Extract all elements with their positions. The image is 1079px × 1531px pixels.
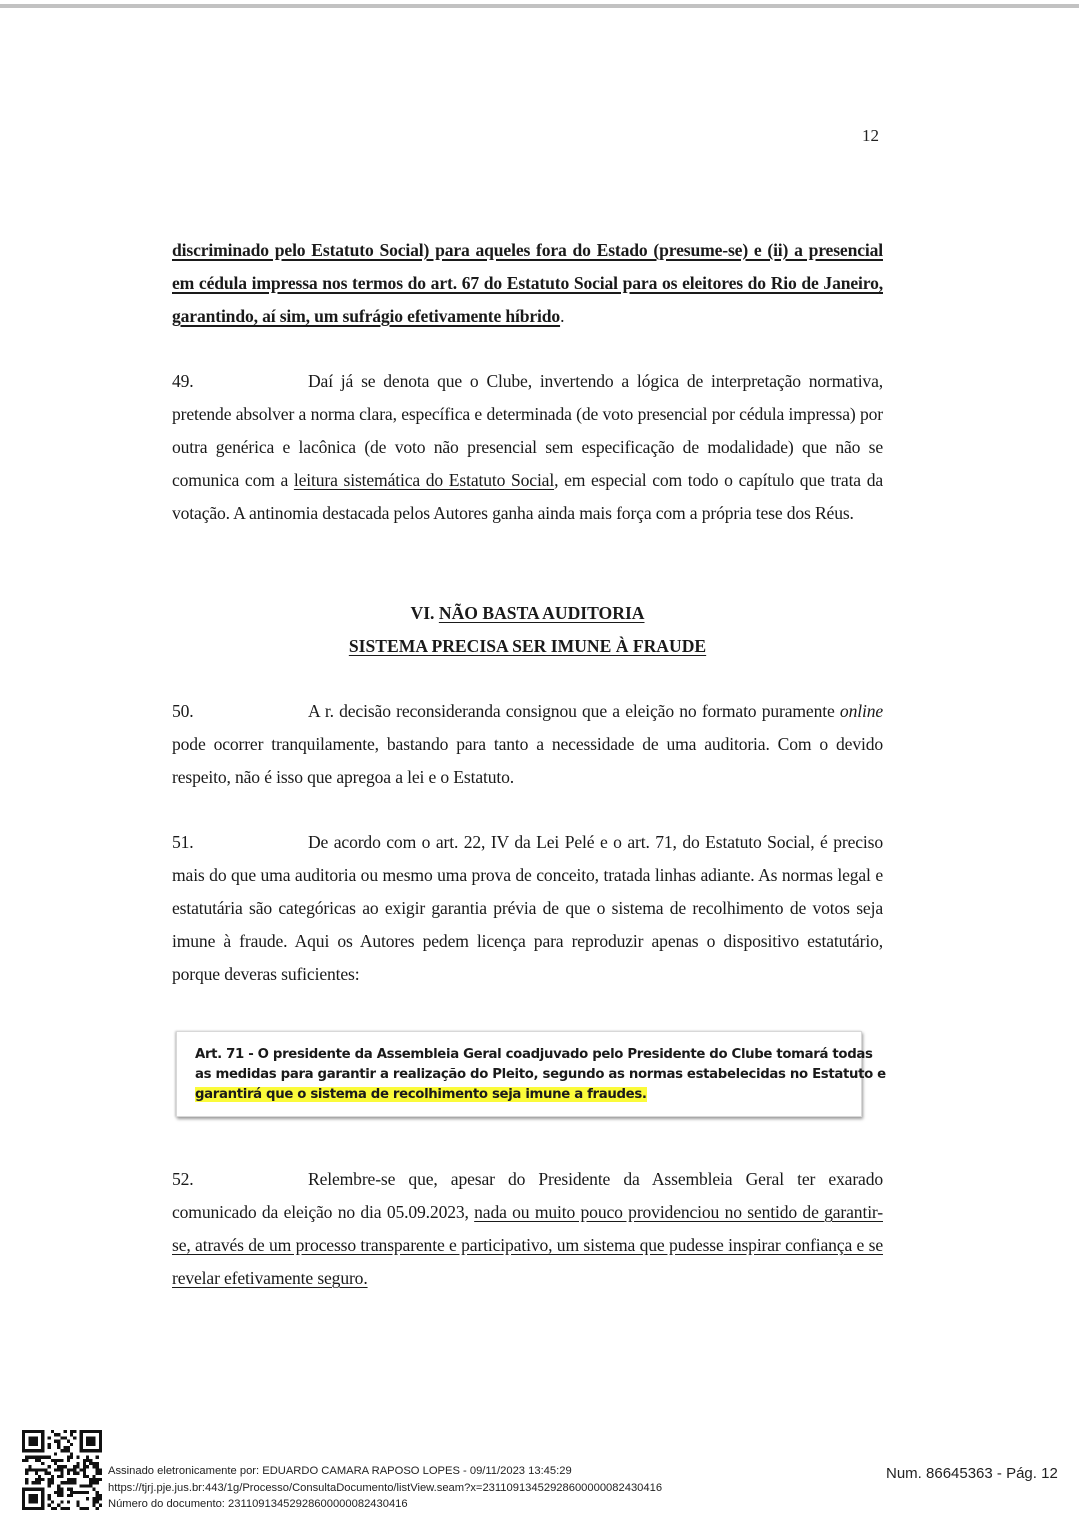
qr-module	[83, 1465, 86, 1468]
top-divider	[0, 4, 1079, 8]
qr-module	[83, 1468, 86, 1471]
qr-module	[60, 1491, 63, 1494]
qr-module	[60, 1507, 63, 1510]
qr-module	[67, 1449, 70, 1452]
qr-module	[70, 1452, 73, 1455]
qr-module	[67, 1478, 70, 1481]
paragraph-text: Relembre-se que, apesar do Presidente da Assembleia Geral ter exarado comunicado da eleição no dia 05.09.2023,	[172, 1169, 883, 1222]
qr-module	[54, 1440, 57, 1443]
qr-module	[48, 1472, 51, 1475]
paragraph-number: 49.	[172, 371, 194, 391]
qr-module	[67, 1456, 70, 1459]
qr-module	[57, 1484, 60, 1487]
qr-module	[54, 1452, 57, 1455]
section-heading	[172, 597, 883, 663]
qr-module	[73, 1472, 76, 1475]
qr-module	[35, 1478, 38, 1481]
qr-module	[96, 1468, 99, 1471]
qr-module	[89, 1484, 92, 1487]
qr-module	[28, 1468, 31, 1471]
qr-module	[57, 1440, 60, 1443]
qr-module	[70, 1491, 73, 1494]
qr-module	[89, 1481, 92, 1484]
qr-module	[48, 1446, 51, 1449]
qr-module	[86, 1507, 89, 1510]
qr-module	[76, 1500, 79, 1503]
qr-module	[73, 1436, 76, 1439]
qr-module	[92, 1465, 95, 1468]
qr-module	[57, 1433, 60, 1436]
qr-module	[96, 1497, 99, 1500]
qr-module	[70, 1481, 73, 1484]
document-url[interactable]: https://tjrj.pje.jus.br:443/1g/Processo/ConsultaDocumento/listView.seam?x=23110913452928600000082430416	[108, 1481, 663, 1494]
qr-module	[80, 1468, 83, 1471]
qr-module	[57, 1446, 60, 1449]
qr-module	[48, 1481, 51, 1484]
qr-module	[51, 1475, 54, 1478]
qr-module	[60, 1475, 63, 1478]
qr-module	[54, 1507, 57, 1510]
qr-module	[60, 1500, 63, 1503]
qr-module	[35, 1459, 38, 1462]
qr-module	[96, 1481, 99, 1484]
qr-module	[57, 1494, 60, 1497]
quote-line-1: Art. 71 - O presidente da Assembleia Geral coadjuvado pelo Presidente do Clube tomará todas	[195, 1047, 873, 1062]
qr-module	[67, 1459, 70, 1462]
paragraph-text: De acordo com o art. 22, IV da Lei Pelé e o art. 71, do Estatuto Social, é preciso mais do que uma auditoria ou mesmo uma prova de conceito, tratada linhas adiante. As normas legal e estatutária são categóricas ao exigir garantia prévia de que o sistema de recolhimento de votos seja imune à fraude. Aqui os Autores pedem licença para reproduzir apenas o dispositivo estatutário, porque deveras suficientes:	[172, 832, 883, 984]
qr-module	[51, 1430, 54, 1433]
qr-module	[99, 1478, 102, 1481]
qr-module	[86, 1475, 89, 1478]
qr-module	[73, 1491, 76, 1494]
document-number: Número do documento: 23110913452928600000082430416	[108, 1498, 408, 1510]
qr-module	[83, 1475, 86, 1478]
qr-module	[67, 1494, 70, 1497]
paragraph-italic-text: online	[839, 701, 883, 721]
qr-module	[92, 1500, 95, 1503]
qr-module	[32, 1468, 35, 1471]
qr-module	[96, 1456, 99, 1459]
qr-module	[44, 1472, 47, 1475]
intro-end: .	[560, 306, 565, 326]
qr-module	[51, 1478, 54, 1481]
qr-module	[57, 1488, 60, 1491]
qr-module	[96, 1472, 99, 1475]
qr-module	[83, 1472, 86, 1475]
qr-module	[48, 1497, 51, 1500]
qr-module	[89, 1459, 92, 1462]
qr-module	[70, 1456, 73, 1459]
paragraph-number: 52.	[172, 1169, 194, 1189]
paragraph-text: pode ocorrer tranquilamente, bastando para tanto a necessidade de uma auditoria. Com o devido respeito, não é isso que apregoa a lei e o Estatuto.	[172, 734, 883, 787]
qr-code-icon	[21, 1430, 103, 1510]
qr-module	[92, 1475, 95, 1478]
qr-module	[51, 1459, 54, 1462]
qr-module	[83, 1459, 86, 1462]
qr-module	[73, 1478, 76, 1481]
qr-module	[67, 1481, 70, 1484]
qr-module	[73, 1465, 76, 1468]
qr-module	[60, 1449, 63, 1452]
qr-module	[48, 1478, 51, 1481]
qr-module	[57, 1443, 60, 1446]
qr-module	[41, 1478, 44, 1481]
qr-module	[67, 1500, 70, 1503]
qr-module	[48, 1484, 51, 1487]
paragraph-51	[172, 826, 883, 991]
qr-module	[41, 1456, 44, 1459]
qr-module	[83, 1507, 86, 1510]
page-reference: Num. 86645363 - Pág. 12	[886, 1465, 1058, 1482]
qr-module	[25, 1478, 28, 1481]
qr-module	[35, 1481, 38, 1484]
qr-module	[25, 1459, 28, 1462]
heading-line-2: SISTEMA PRECISA SER IMUNE À FRAUDE	[348, 636, 707, 656]
qr-module	[48, 1504, 51, 1507]
qr-module	[60, 1494, 63, 1497]
qr-module	[51, 1500, 54, 1503]
qr-module	[70, 1494, 73, 1497]
qr-module	[80, 1491, 83, 1494]
qr-module	[44, 1456, 47, 1459]
qr-module	[99, 1494, 102, 1497]
qr-module	[92, 1504, 95, 1507]
qr-module	[51, 1507, 54, 1510]
qr-module	[38, 1481, 41, 1484]
qr-module	[96, 1465, 99, 1468]
qr-module	[70, 1488, 73, 1491]
qr-module	[70, 1433, 73, 1436]
qr-module	[28, 1465, 31, 1468]
qr-module	[64, 1465, 67, 1468]
qr-module	[38, 1459, 41, 1462]
paragraph-underlined-text: nada ou muito pouco providenciou no sentido de garantir-se, através de um processo transparente e participativo, um sistema que pudesse inspirar confiança e se revelar efetivamente seguro.	[172, 1202, 883, 1288]
qr-module	[64, 1446, 67, 1449]
qr-module	[25, 1468, 28, 1471]
qr-module	[60, 1488, 63, 1491]
paragraph-number: 50.	[172, 701, 194, 721]
qr-module	[86, 1484, 89, 1487]
qr-module	[80, 1507, 83, 1510]
qr-module	[38, 1468, 41, 1471]
quote-line-3-highlighted: garantirá que o sistema de recolhimento seja imune a fraudes.	[195, 1087, 647, 1102]
qr-module	[89, 1462, 92, 1465]
qr-module	[67, 1440, 70, 1443]
qr-module	[67, 1488, 70, 1491]
qr-module	[51, 1481, 54, 1484]
qr-module	[48, 1456, 51, 1459]
qr-module	[99, 1468, 102, 1471]
qr-module	[73, 1468, 76, 1471]
qr-module	[35, 1468, 38, 1471]
qr-module	[96, 1478, 99, 1481]
paragraph-intro	[172, 234, 883, 333]
qr-module	[32, 1481, 35, 1484]
paragraph-number: 51.	[172, 832, 194, 852]
qr-module	[67, 1446, 70, 1449]
qr-module	[22, 1459, 25, 1462]
qr-module	[54, 1433, 57, 1436]
qr-module	[86, 1456, 89, 1459]
qr-module	[57, 1475, 60, 1478]
qr-module	[64, 1449, 67, 1452]
qr-module	[32, 1456, 35, 1459]
qr-module	[70, 1430, 73, 1433]
qr-module	[83, 1484, 86, 1487]
qr-module	[76, 1456, 79, 1459]
qr-module	[28, 1436, 38, 1446]
qr-module	[38, 1475, 41, 1478]
qr-module	[64, 1507, 67, 1510]
qr-module	[57, 1504, 60, 1507]
qr-module	[44, 1468, 47, 1471]
qr-module	[64, 1481, 67, 1484]
qr-module	[48, 1465, 51, 1468]
qr-module	[76, 1462, 79, 1465]
qr-module	[83, 1462, 86, 1465]
qr-module	[73, 1430, 76, 1433]
qr-module	[57, 1459, 60, 1462]
qr-module	[99, 1504, 102, 1507]
qr-module	[25, 1456, 28, 1459]
qr-module	[60, 1465, 63, 1468]
statute-quote-image	[176, 1031, 886, 1117]
qr-module	[99, 1472, 102, 1475]
qr-module	[57, 1465, 60, 1468]
paragraph-49	[172, 365, 883, 530]
paragraph-text: Daí já se denota que o Clube, invertendo a lógica de interpretação normativa, pretende absolver a norma clara, específica e determinada (de voto presencial por cédula impressa) por outra genérica e lacônica (de voto não presencial sem especificação de modalidade) que não se comunica com a	[172, 371, 883, 490]
qr-module	[54, 1491, 57, 1494]
qr-module	[92, 1497, 95, 1500]
qr-module	[92, 1481, 95, 1484]
qr-module	[48, 1494, 51, 1497]
qr-module	[41, 1462, 44, 1465]
qr-module	[96, 1494, 99, 1497]
qr-module	[64, 1436, 67, 1439]
qr-module	[60, 1472, 63, 1475]
qr-module	[67, 1472, 70, 1475]
qr-module	[89, 1478, 92, 1481]
qr-module	[25, 1472, 28, 1475]
qr-module	[96, 1500, 99, 1503]
qr-module	[41, 1468, 44, 1471]
qr-module	[86, 1436, 96, 1446]
qr-module	[86, 1497, 89, 1500]
paragraph-50	[172, 695, 883, 794]
qr-module	[60, 1481, 63, 1484]
qr-module	[70, 1478, 73, 1481]
paragraph-52	[172, 1163, 883, 1295]
qr-module	[70, 1468, 73, 1471]
qr-module	[54, 1462, 57, 1465]
paragraph-underlined-text: leitura sistemática do Estatuto Social	[293, 470, 555, 490]
qr-module	[28, 1494, 38, 1504]
qr-module	[35, 1472, 38, 1475]
qr-module	[54, 1468, 57, 1471]
qr-module	[92, 1478, 95, 1481]
qr-module	[60, 1436, 63, 1439]
qr-module	[73, 1481, 76, 1484]
qr-module	[99, 1497, 102, 1500]
qr-module	[38, 1456, 41, 1459]
qr-module	[86, 1465, 89, 1468]
qr-module	[60, 1468, 63, 1471]
paragraph-text: , em especial com todo o capítulo que trata da votação. A antinomia destacada pelos Autores ganha ainda mais força com a própria tese dos Réus.	[172, 470, 884, 523]
qr-module	[76, 1491, 79, 1494]
page-number: 12	[862, 126, 879, 145]
qr-module	[57, 1468, 60, 1471]
heading-prefix: VI.	[410, 603, 439, 623]
paragraph-text: A r. decisão reconsideranda consignou que a eleição no formato puramente	[308, 701, 840, 721]
qr-module	[28, 1456, 31, 1459]
qr-module	[60, 1459, 63, 1462]
qr-module	[80, 1484, 83, 1487]
qr-module	[67, 1468, 70, 1471]
qr-module	[76, 1472, 79, 1475]
heading-line-1: NÃO BASTA AUDITORIA	[438, 603, 645, 623]
qr-module	[96, 1491, 99, 1494]
qr-module	[57, 1491, 60, 1494]
qr-module	[92, 1488, 95, 1491]
qr-module	[35, 1456, 38, 1459]
qr-module	[67, 1507, 70, 1510]
qr-module	[96, 1507, 99, 1510]
qr-module	[54, 1459, 57, 1462]
qr-module	[48, 1443, 51, 1446]
intro-bold-text: discriminado pelo Estatuto Social) para aqueles fora do Estado (presume-se) e (ii) a presencial em cédula impressa nos termos do art. 67 do Estatuto Social para os eleitores do Rio de Janeiro, garantindo, aí sim, um sufrágio efetivamente híbrido	[172, 240, 883, 326]
qr-module	[64, 1430, 67, 1433]
qr-module	[92, 1462, 95, 1465]
qr-module	[96, 1462, 99, 1465]
qr-module	[70, 1443, 73, 1446]
quote-line-2: as medidas para garantir a realização do Pleito, segundo as normas estabelecidas no Estatuto e	[195, 1067, 886, 1082]
qr-module	[86, 1491, 89, 1494]
qr-module	[76, 1504, 79, 1507]
signature-footer	[108, 1463, 662, 1513]
qr-module	[48, 1436, 51, 1439]
qr-module	[83, 1491, 86, 1494]
qr-module	[76, 1465, 79, 1468]
qr-module	[38, 1478, 41, 1481]
signed-by: Assinado eletronicamente por: EDUARDO CAMARA RAPOSO LOPES - 09/11/2023 13:45:29	[108, 1465, 572, 1477]
qr-module	[25, 1481, 28, 1484]
qr-module	[86, 1459, 89, 1462]
